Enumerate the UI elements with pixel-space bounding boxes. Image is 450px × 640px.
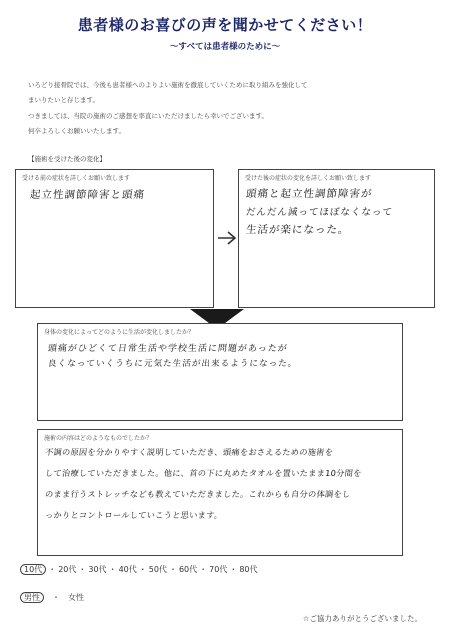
- after-symptoms-answer-line-1: 頭痛と起立性調節障害が: [245, 188, 374, 200]
- age-option[interactable]: 70代: [209, 565, 228, 574]
- thanks-note: ☆ご協力ありがとうございました。: [302, 614, 422, 623]
- treatment-content-answer-line-3: のまま行うストレッチなども教えていただきました。これからも自分の体調をし: [44, 489, 352, 499]
- age-option-selected[interactable]: 10代: [20, 564, 46, 575]
- life-change-box: [37, 323, 403, 421]
- life-change-answer-line-2: 良くなっていくうちに元気た生活が出来るようになった。: [47, 359, 298, 369]
- age-option[interactable]: 40代: [118, 565, 137, 574]
- section-label: 【施術を受けた後の変化】: [28, 155, 106, 163]
- age-option[interactable]: 30代: [88, 565, 107, 574]
- after-symptoms-answer-line-3: 生活が楽になった。: [245, 224, 351, 236]
- treatment-content-answer-line-1: 不調の原因を分かりやすく説明していただき、頭痛をおさえるための施術を: [44, 447, 334, 457]
- intro-line-2: まいりたいと存じます。: [28, 96, 99, 104]
- before-symptoms-box: [15, 169, 214, 308]
- age-option[interactable]: 50代: [148, 565, 167, 574]
- age-selection: 10代 ・ 20代 ・ 30代 ・ 40代 ・ 50代 ・ 60代 ・ 70代 ・ 80代: [20, 564, 258, 575]
- age-option[interactable]: 80代: [239, 565, 258, 574]
- life-change-answer-line-1: 頭痛がひどくて日常生活や学校生活に問題があったが: [47, 344, 289, 354]
- intro-line-4: 何卒よろしくお願いいたします。: [28, 127, 125, 135]
- life-change-label: 身体の変化によってどのように生活が変化しましたか？: [44, 329, 195, 336]
- intro-line-1: いろどり接骨院では、今後も患者様へのよりよい施術を徹底していくために取り組みを強化して: [28, 81, 308, 89]
- after-symptoms-label: 受けた後の症状の変化を詳しくお願い致します: [245, 175, 372, 182]
- treatment-content-answer-line-4: っかりとコントロールしていこうと思います。: [44, 510, 223, 520]
- gender-option[interactable]: 女性: [68, 593, 84, 602]
- before-symptoms-answer: 起立性調節障害と頭痛: [29, 189, 146, 201]
- before-symptoms-label: 受ける前の症状を詳しくお願い致します: [22, 175, 131, 182]
- treatment-content-box: [37, 429, 403, 556]
- treatment-content-label: 施術の内容はどのようなものでしたか？: [44, 435, 153, 442]
- age-option[interactable]: 20代: [58, 565, 77, 574]
- gender-option-selected[interactable]: 男性: [20, 592, 44, 603]
- age-option[interactable]: 60代: [178, 565, 198, 574]
- page-subtitle: 〜すべては患者様のために〜: [169, 42, 281, 52]
- treatment-content-answer-line-2: して治療していただきました。他に、首の下に丸めたタオルを置いたまま10分間を: [44, 468, 363, 478]
- after-symptoms-box: [238, 169, 435, 308]
- page-title: 患者様のお喜びの声を聞かせてください！: [77, 16, 373, 34]
- after-symptoms-answer-line-2: だんだん減ってほぼなくなって: [245, 207, 394, 218]
- gender-selection: 男性 ・ 女性: [20, 592, 84, 603]
- intro-line-3: つきましては、当院の施術のご感想を率直にいただけましたら幸いでございます。: [28, 112, 268, 120]
- right-arrow-icon: [216, 228, 238, 248]
